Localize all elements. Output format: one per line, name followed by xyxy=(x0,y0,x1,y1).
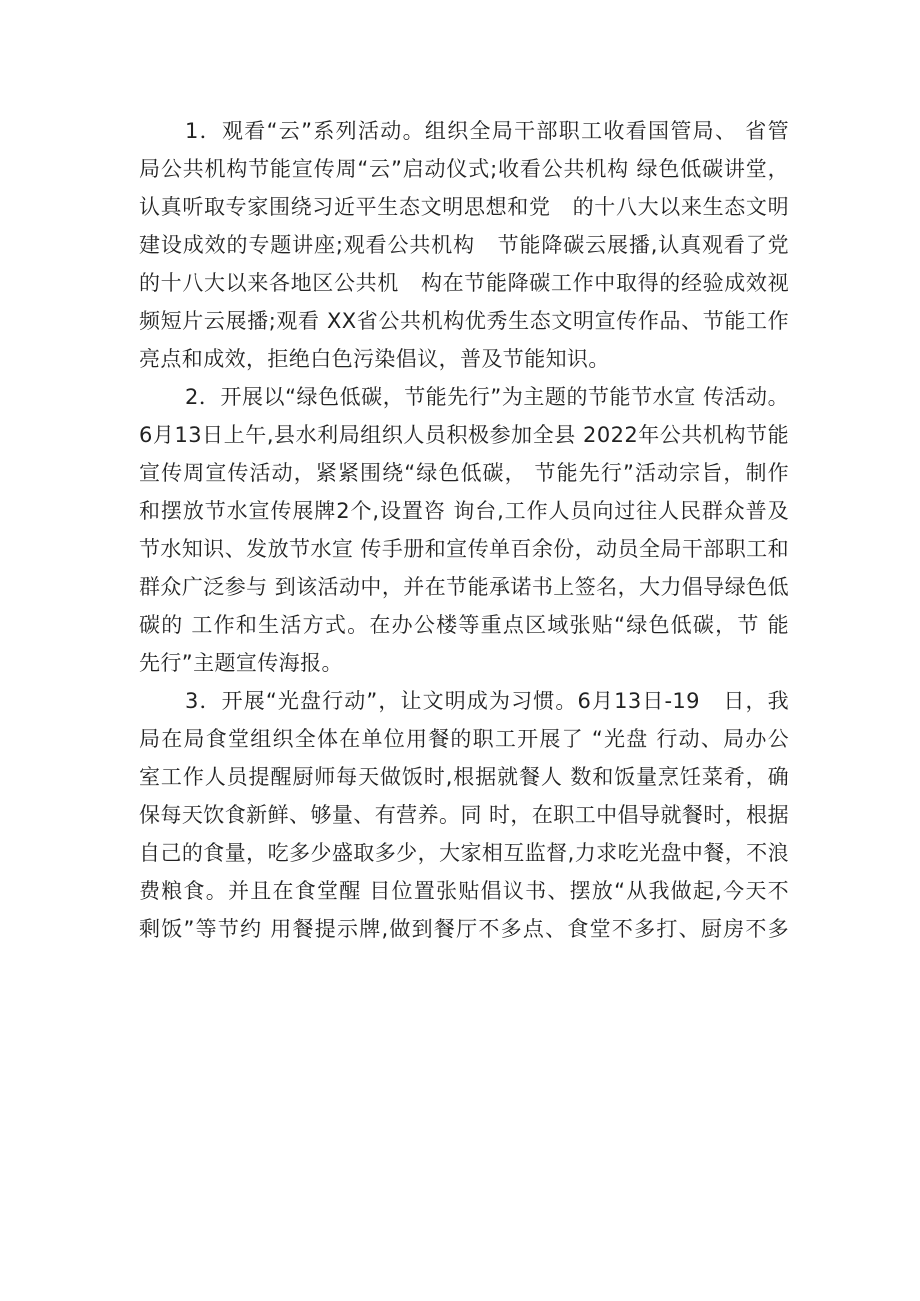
paragraph-1-line-7: 亮点和成效，拒绝白色污染倡议，普及节能知识。 xyxy=(139,347,610,371)
paragraph-1-line-1: 1．观看“云”系列活动。组织全局干部职工收看国管局、 省管 xyxy=(185,119,789,143)
paragraph-2-line-8: 先行”主题宣传海报。 xyxy=(139,651,343,675)
paragraph-1-line-5: 的十八大以来各地区公共机 构在节能降碳工作中取得的经验成效视 xyxy=(139,271,789,295)
paragraph-3-line-6: 费粮食。并且在食堂醒 目位置张贴倡议书、摆放“从我做起,今天不 xyxy=(139,879,789,903)
paragraph-3-line-2: 局在局食堂组织全体在单位用餐的职工开展了 “光盘 行动、局办公 xyxy=(139,727,789,751)
paragraph-2-line-3: 宣传周宣传活动，紧紧围绕“绿色低碳， 节能先行”活动宗旨，制作 xyxy=(139,461,789,485)
paragraph-2-line-7: 碳的 工作和生活方式。在办公楼等重点区域张贴“绿色低碳，节 能 xyxy=(139,613,789,637)
paragraph-1-line-4: 建设成效的专题讲座;观看公共机构 节能降碳云展播,认真观看了党 xyxy=(139,233,789,257)
paragraph-3-line-7: 剩饭”等节约 用餐提示牌,做到餐厅不多点、食堂不多打、厨房不多 xyxy=(139,917,789,941)
paragraph-2-line-4: 和摆放节水宣传展牌2个,设置咨 询台,工作人员向过往人民群众普及 xyxy=(139,499,789,523)
paragraph-3-line-4: 保每天饮食新鲜、够量、有营养。同 时，在职工中倡导就餐时，根据 xyxy=(139,803,789,827)
document-body xyxy=(139,112,789,948)
paragraph-1-line-3: 认真听取专家围绕习近平生态文明思想和党 的十八大以来生态文明 xyxy=(139,195,789,219)
paragraph-3-line-5: 自己的食量，吃多少盛取多少，大家相互监督,力求吃光盘中餐，不浪 xyxy=(139,841,789,865)
paragraph-2-line-6: 群众广泛参与 到该活动中，并在节能承诺书上签名，大力倡导绿色低 xyxy=(139,575,789,599)
paragraph-3-line-3: 室工作人员提醒厨师每天做饭时,根据就餐人 数和饭量烹饪菜肴，确 xyxy=(139,765,789,789)
paragraph-3-line-1: 3．开展“光盘行动”，让文明成为习惯。6月13日-19 日，我 xyxy=(185,689,789,713)
paragraph-2-line-5: 节水知识、发放节水宣 传手册和宣传单百余份，动员全局干部职工和 xyxy=(139,537,789,561)
paragraph-1-line-6: 频短片云展播;观看 XX省公共机构优秀生态文明宣传作品、节能工作 xyxy=(139,309,789,333)
paragraph-1-line-2: 局公共机构节能宣传周“云”启动仪式;收看公共机构 绿色低碳讲堂， xyxy=(139,157,789,181)
paragraph-2-line-1: 2．开展以“绿色低碳，节能先行”为主题的节能节水宣 传活动。 xyxy=(185,385,789,409)
paragraph-2-line-2: 6月13日上午,县水利局组织人员积极参加全县 2022年公共机构节能 xyxy=(139,423,789,447)
